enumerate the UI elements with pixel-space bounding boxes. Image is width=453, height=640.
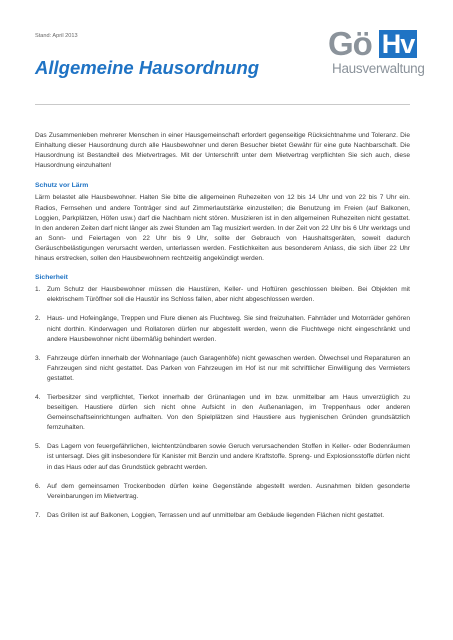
logo-boxed-letters: Hv: [379, 30, 417, 58]
date-stamp: Stand: April 2013: [35, 33, 78, 39]
logo-subtitle: Hausverwaltung: [332, 61, 425, 76]
list-item: 4. Tierbesitzer sind verpflichtet, Tierkot innerhalb der Grünanlagen und im bzw. unmittelbar am Haus unverzüglich zu beseitigen. Haustiere dürfen sich nicht ohne Aufsicht in den Außenanlagen, im Treppenhaus oder anderen Gemeinschaftseinrichtungen aufhalten. Von den Spielplätzen sind Haustiere aus hygienischen Gründen grundsätzlich fernzuhalten.: [35, 393, 410, 432]
divider: [35, 104, 410, 105]
intro-paragraph: Das Zusammenleben mehrerer Menschen in einer Hausgemeinschaft erfordert gegenseitige Rücksichtnahme und Toleranz. Die Einhaltung dieser Hausordnung durch alle Hausbewohner und deren Besucher bietet Gewähr für eine gute Nachbarschaft. Die Hausordnung ist Bestandteil des Mietvertrages. Mit der Unterschrift unter dem Mietvertrag verpflichten Sie sich auch, diese Hausordnung einzuhalten!: [35, 132, 410, 170]
list-item: 7. Das Grillen ist auf Balkonen, Loggien, Terrassen und auf unmittelbar am Gebäude liegenden Flächen nicht gestattet.: [35, 511, 385, 519]
list-item: 6. Auf dem gemeinsamen Trockenboden dürfen keine Gegenstände abgestellt werden. Ausnahmen bilden gesonderte Vereinbarungen im Mietvertrag.: [35, 482, 410, 500]
list-item: 5. Das Lagern von feuergefährlichen, leichtentzündbaren sowie Geruch verursachenden Stoffen in Keller- oder Bodenräumen ist untersagt. Dies gilt insbesondere für Kanister mit Benzin und andere Kraftstoffe. Spreng- und Explosionsstoffe dürfen nicht in das Haus oder auf das Grundstück gebracht werden.: [35, 443, 410, 471]
logo-prefix: Gö: [328, 25, 372, 62]
sicherheit-list: [35, 285, 410, 521]
list-item: 3. Fahrzeuge dürfen innerhalb der Wohnanlage (auch Garagenhöfe) nicht gewaschen werden. Ölwechsel und Reparaturen an Fahrzeugen sind nicht gestattet. Das Parken von Fahrzeugen im Hof ist nur mit schriftlicher Einwilligung des Vermieters gestattet.: [35, 354, 410, 382]
section-heading-sicherheit: Sicherheit: [35, 274, 68, 282]
list-item: 2. Haus- und Hofeingänge, Treppen und Flure dienen als Fluchtweg. Sie sind freizuhalten. Fahrräder und Motorräder gehören nicht dorthin. Kinderwagen und Rollatoren dürfen nur abgestellt werden, wenn die Fluchtwege nicht eingeschränkt und andere Hausbewohner nicht übermäßig behindert werden.: [35, 315, 410, 343]
company-logo: [326, 25, 425, 83]
laerm-paragraph: Lärm belastet alle Hausbewohner. Halten Sie bitte die allgemeinen Ruhezeiten von 12 bis 14 Uhr und von 22 bis 7 Uhr ein. Radios, Fernsehen und andere Tonträger sind auf Zimmerlautstärke einzustellen; die Benutzung im Freien (auf Balkonen, Loggien, Parkplätzen, Höfen usw.) darf die Nachbarn nicht stören. Musizieren ist in den allgemeinen Ruhezeiten nicht gestattet. In den anderen Zeiten darf nicht länger als zwei Stunden am Tag musiziert werden. In der Zeit von 22 Uhr bis 6 Uhr werktags und an Sonn- und Feiertagen von 22 Uhr bis 9 Uhr, sollte der Gebrauch von Haushaltsgeräten, soweit dadurch Geräuschbelästigungen verursacht werden, unterlassen werden. Festlichkeiten aus besonderem Anlass, die sich über 22 Uhr hinaus erstrecken, sollen den Hausbewohnern rechtzeitig angekündigt werden.: [35, 194, 410, 263]
page-title: Allgemeine Hausordnung: [35, 57, 260, 78]
list-item: 1. Zum Schutz der Hausbewohner müssen die Haustüren, Keller- und Hoftüren geschlossen bleiben. Bei Objekten mit elektrischem Türöffner soll die Haustür ins Schloss fallen, aber nicht abgeschlossen werden.: [35, 286, 410, 304]
document-body: [35, 131, 410, 530]
section-heading-laerm: Schutz vor Lärm: [35, 182, 89, 190]
